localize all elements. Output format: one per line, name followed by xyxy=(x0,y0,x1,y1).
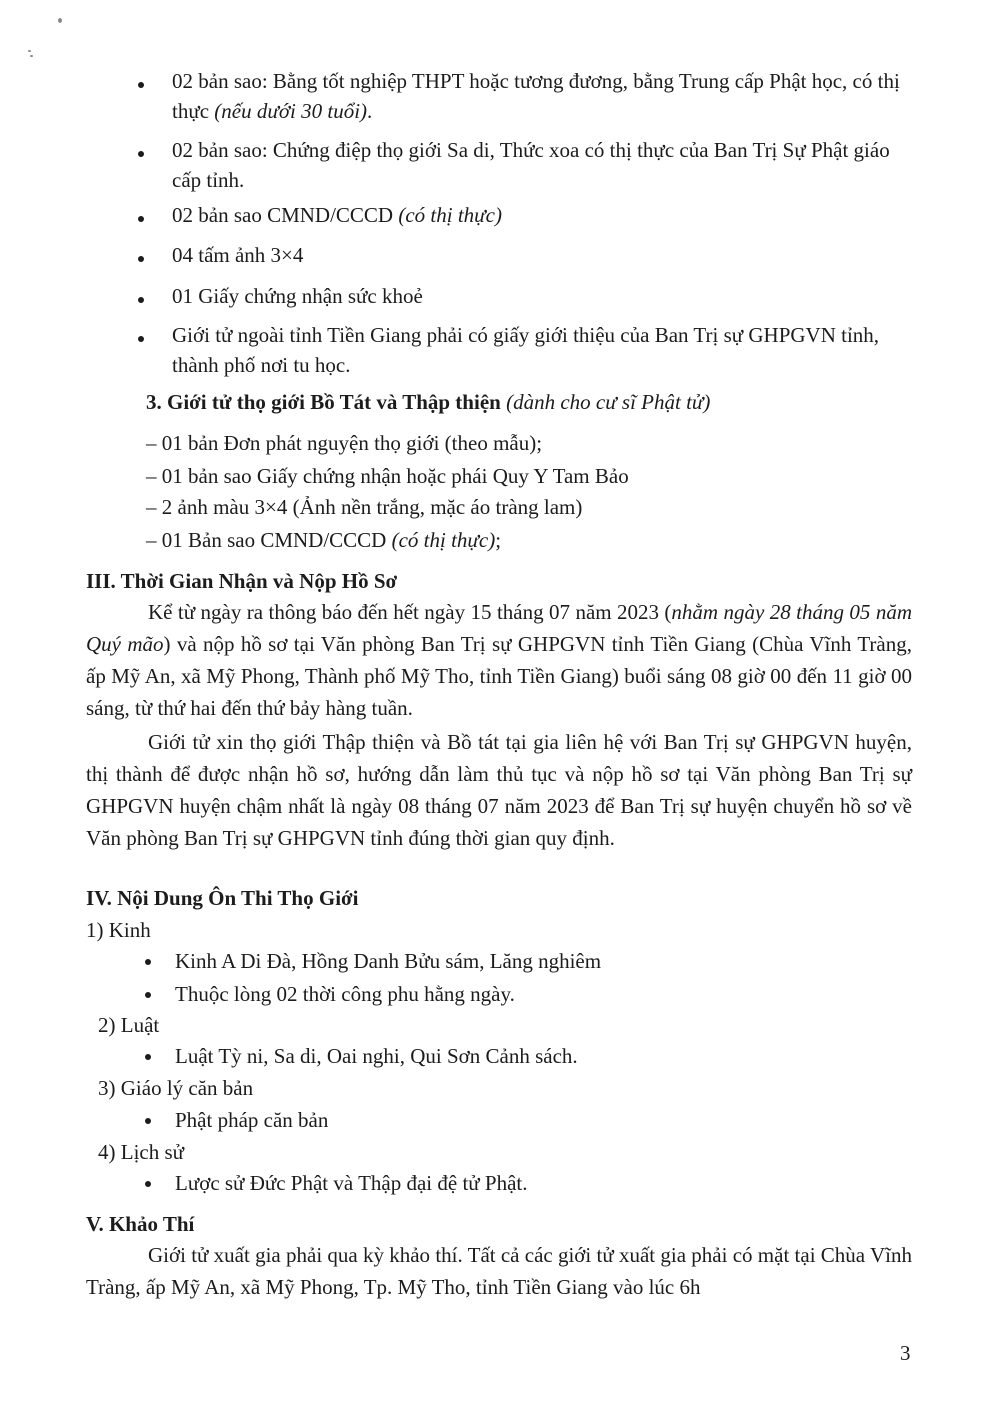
section-iii-paragraph-1: Kể từ ngày ra thông báo đến hết ngày 15 tháng 07 năm 2023 (nhằm ngày 28 tháng 05 năm Quý mão) và nộp hồ sơ tại Văn phòng Ban Trị sự GHPGVN tỉnh Tiền Giang (Chùa Vĩnh Tràng, ấp Mỹ An, xã Mỹ Phong, Thành phố Mỹ Tho, tỉnh Tiền Giang) buổi sáng 08 giờ 00 đến 11 giờ 00 sáng, từ thứ hai đến thứ bảy hàng tuần. xyxy=(86,600,912,720)
section-v-paragraph: Giới tử xuất gia phải qua kỳ khảo thí. Tất cả các giới tử xuất gia phải có mặt tại Chùa Vĩnh Tràng, ấp Mỹ An, xã Mỹ Phong, Tp. Mỹ Tho, tỉnh Tiền Giang vào lúc 6h xyxy=(86,1243,912,1299)
study-item: Lược sử Đức Phật và Thập đại đệ tử Phật. xyxy=(145,1168,528,1198)
requirement-item: 02 bản sao: Bằng tốt nghiệp THPT hoặc tương đương, bằng Trung cấp Phật học, có thị thực (nếu dưới 30 tuổi). xyxy=(138,66,918,126)
scan-speck xyxy=(28,50,31,52)
bullet-icon xyxy=(138,82,144,88)
study-group-title: 2) Luật xyxy=(98,1013,160,1037)
section-3-item: – 01 Bản sao CMND/CCCD (có thị thực); xyxy=(146,528,502,552)
section-iii-heading: III. Thời Gian Nhận và Nộp Hồ Sơ xyxy=(86,569,398,593)
bullet-icon xyxy=(138,336,144,342)
study-item: Kinh A Di Đà, Hồng Danh Bửu sám, Lăng nghiêm xyxy=(145,946,601,976)
bullet-icon xyxy=(145,959,151,965)
bullet-icon xyxy=(138,256,144,262)
study-group-title: 1) Kinh xyxy=(86,918,151,942)
study-item: Thuộc lòng 02 thời công phu hằng ngày. xyxy=(145,979,515,1009)
bullet-icon xyxy=(138,216,144,222)
requirement-item: 01 Giấy chứng nhận sức khoẻ xyxy=(138,281,918,311)
bullet-icon xyxy=(145,992,151,998)
section-3-item: – 01 bản Đơn phát nguyện thọ giới (theo mẫu); xyxy=(146,431,543,455)
study-item: Phật pháp căn bản xyxy=(145,1105,328,1135)
study-group-title: 3) Giáo lý căn bản xyxy=(98,1076,254,1100)
bullet-icon xyxy=(138,151,144,157)
section-iv-heading: IV. Nội Dung Ôn Thi Thọ Giới xyxy=(86,886,359,910)
bullet-icon xyxy=(145,1118,151,1124)
scan-speck xyxy=(30,55,33,57)
bullet-icon xyxy=(145,1054,151,1060)
section-v-heading: V. Khảo Thí xyxy=(86,1212,195,1236)
section-3-item: – 2 ảnh màu 3×4 (Ảnh nền trắng, mặc áo tràng lam) xyxy=(146,495,583,519)
bullet-icon xyxy=(145,1181,151,1187)
section-3-item: – 01 bản sao Giấy chứng nhận hoặc phái Quy Y Tam Bảo xyxy=(146,464,629,488)
requirement-item: 04 tấm ảnh 3×4 xyxy=(138,240,918,270)
bullet-icon xyxy=(138,297,144,303)
scan-speck xyxy=(58,18,62,23)
requirement-item: 02 bản sao CMND/CCCD (có thị thực) xyxy=(138,200,918,230)
study-group-title: 4) Lịch sử xyxy=(98,1140,185,1164)
section-iii-paragraph-2: Giới tử xin thọ giới Thập thiện và Bồ tát tại gia liên hệ với Ban Trị sự GHPGVN huyện, thị thành để được nhận hồ sơ, hướng dẫn làm thủ tục và nộp hồ sơ tại Văn phòng Ban Trị sự GHPGVN huyện chậm nhất là ngày 08 tháng 07 năm 2023 để Ban Trị sự huyện chuyển hồ sơ về Văn phòng Ban Trị sự GHPGVN tỉnh đúng thời gian quy định. xyxy=(86,730,912,850)
section-3-heading: 3. Giới tử thọ giới Bồ Tát và Thập thiện (dành cho cư sĩ Phật tử) xyxy=(146,390,711,414)
requirement-item: Giới tử ngoài tỉnh Tiền Giang phải có giấy giới thiệu của Ban Trị sự GHPGVN tỉnh, thành phố nơi tu học. xyxy=(138,320,918,380)
study-item: Luật Tỳ ni, Sa di, Oai nghi, Qui Sơn Cảnh sách. xyxy=(145,1041,578,1071)
requirement-item: 02 bản sao: Chứng điệp thọ giới Sa di, Thức xoa có thị thực của Ban Trị Sự Phật giáo cấp tỉnh. xyxy=(138,135,918,195)
page-number: 3 xyxy=(900,1341,911,1365)
